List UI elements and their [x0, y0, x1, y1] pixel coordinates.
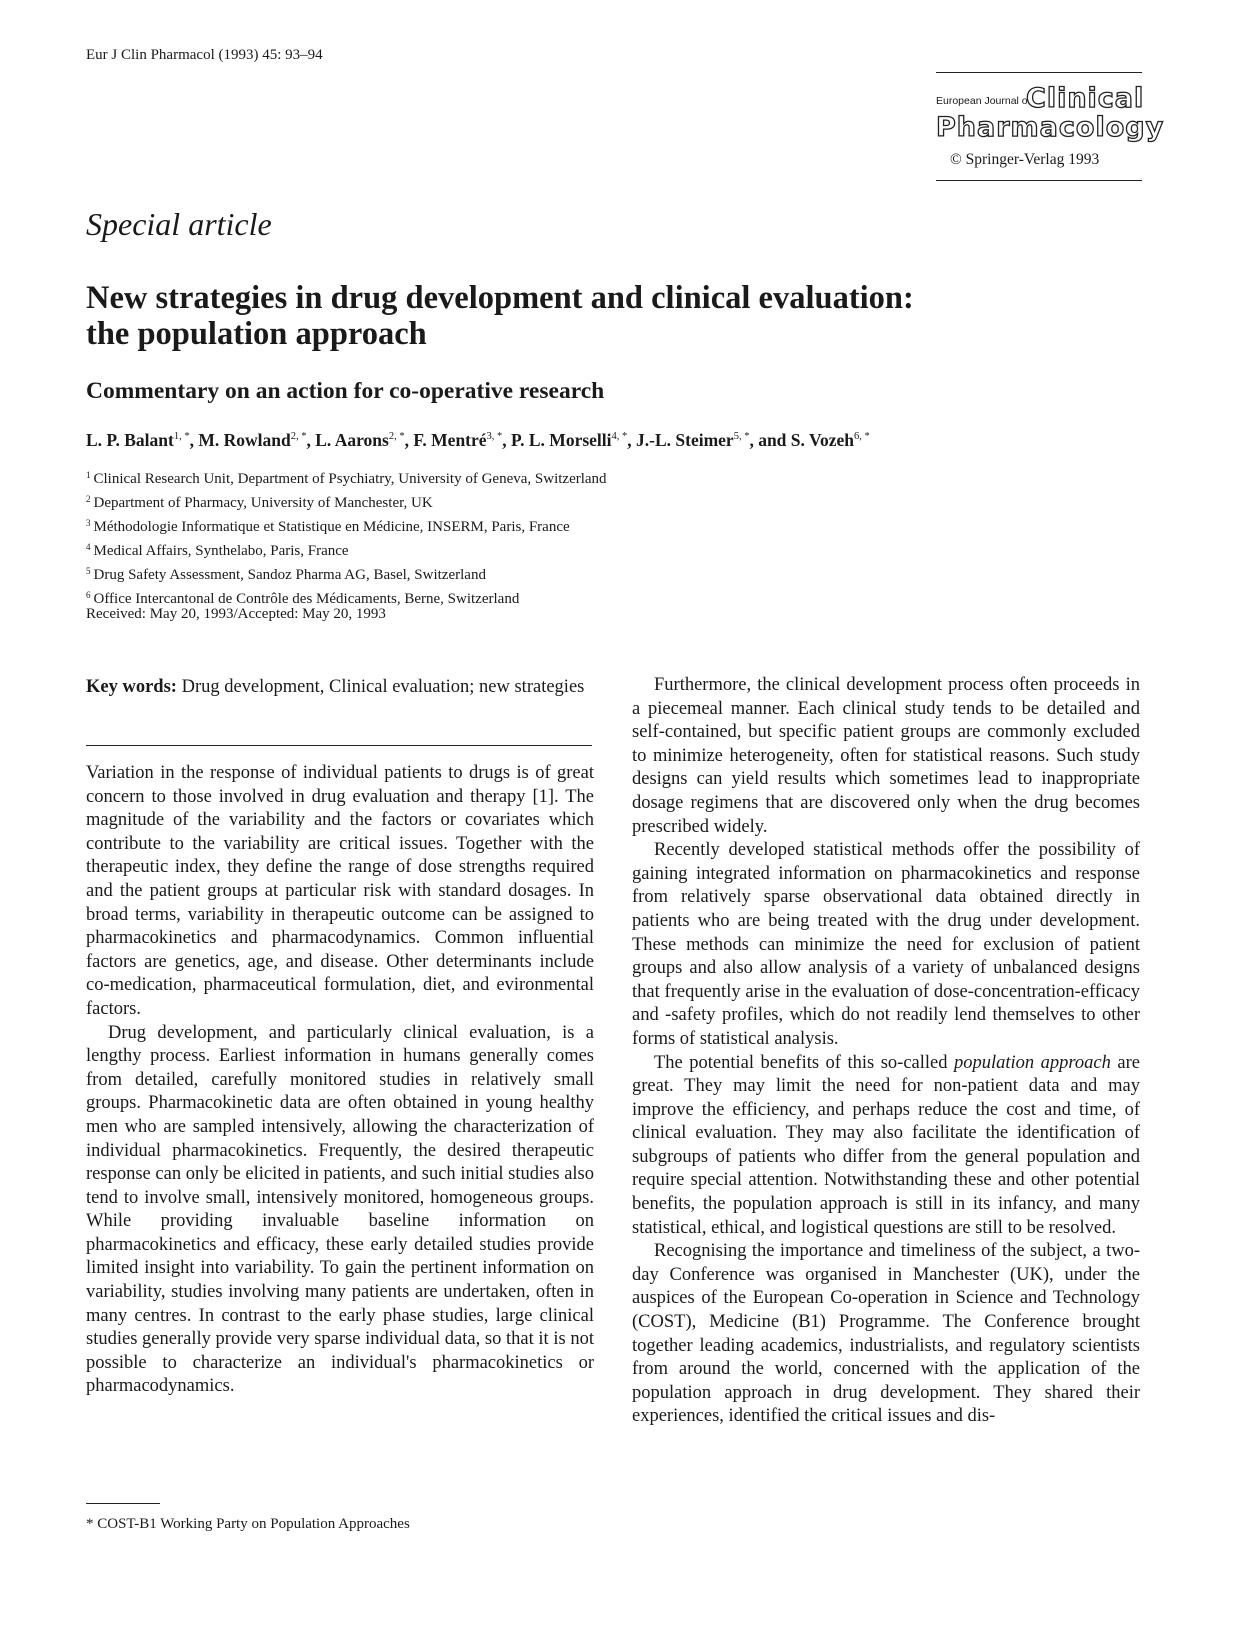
affiliation-item: [86, 561, 607, 585]
body-paragraph: Drug development, and particularly clinical evaluation, is a lengthy process. Earliest information in humans generally comes from detailed, carefully monitored studies in relatively small groups. Pharmacokinetic data are often obtained in young healthy men who are sampled intensively, allowing the characterization of individual pharmacokinetics. Frequently, the desired therapeutic response can only be elicited in patients, and such initial studies also tend to involve small, intensively monitored, homogeneous groups. While providing invaluable baseline information on pharmacokinetics and efficacy, these early detailed studies provide limited insight into variability. To gain the pertinent information on variability, studies involving many patients are undertaken, often in many centres. In contrast to the early phase studies, large clinical studies generally provide very sparse individual data, so that it is not possible to characterize an individual's pharmacokinetics or pharmacodynamics.: [86, 1022, 594, 1397]
author-affiliation-marker: 2, *: [290, 431, 307, 442]
affiliation-text: Méthodologie Informatique et Statistique en Médicine, INSERM, Paris, France: [93, 519, 570, 535]
journal-logo-word-clinical: Clinical: [1026, 83, 1145, 114]
body-paragraph: Furthermore, the clinical development process often proceeds in a piecemeal manner. Each clinical study tends to be detailed and self-contained, but specific patient groups are commonly excluded to minimize heterogeneity, often for statistical reasons. Such study designs can yield results which sometimes lead to inappropriate dosage regimens that are discovered only when the drug becomes prescribed widely.: [632, 675, 1140, 837]
footnote-divider: [86, 1503, 160, 1504]
copyright-notice: © Springer-Verlag 1993: [950, 151, 1100, 168]
author-separator: ,: [404, 430, 414, 450]
author-separator: , and: [749, 430, 791, 450]
received-accepted-dates: Received: May 20, 1993/Accepted: May 20, 1993: [86, 606, 386, 622]
author-affiliation-marker: 2, *: [388, 431, 405, 442]
author-affiliation-marker: 6, *: [854, 431, 870, 442]
affiliation-number: 3: [86, 518, 91, 528]
affiliation-list: [86, 465, 607, 609]
affiliation-item: [86, 489, 607, 513]
author-affiliation-marker: 4, *: [611, 431, 628, 442]
title-line-1: New strategies in drug development and clinical evaluation:: [86, 280, 914, 316]
affiliation-number: 6: [86, 590, 91, 600]
keywords-text: Drug development, Clinical evaluation; new strategies: [181, 677, 585, 697]
paragraph-text: The potential benefits of this so-called: [654, 1052, 954, 1073]
section-label: Special article: [86, 206, 272, 242]
affiliation-number: 1: [86, 470, 91, 480]
author-separator: ,: [306, 430, 316, 450]
affiliation-number: 2: [86, 494, 91, 504]
affiliation-number: 4: [86, 542, 91, 552]
title-line-2: the population approach: [86, 316, 427, 352]
affiliation-item: [86, 465, 607, 489]
author-name: F. Mentré: [413, 430, 487, 450]
author-separator: ,: [502, 430, 512, 450]
keywords-divider: [86, 745, 592, 746]
affiliation-text: Department of Pharmacy, University of Manchester, UK: [93, 495, 433, 511]
article-title: [86, 280, 1186, 352]
author-name: L. Aarons: [315, 430, 389, 450]
author-name: S. Vozeh: [790, 430, 855, 450]
keywords-label: Key words:: [86, 677, 177, 697]
author-affiliation-marker: 3, *: [486, 431, 503, 442]
body-paragraph: Recently developed statistical methods offer the possibility of gaining integrated information on pharmacokinetics and response from relatively sparse observational data obtained directly in patients who are being treated with the drug under development. These methods can minimize the need for exclusion of patient groups and also allow analysis of a variety of unbalanced designs that frequently arise in the evaluation of dose-concentration-efficacy and -safety profiles, which do not readily lend themselves to other forms of statistical analysis.: [632, 840, 1140, 1049]
keywords: [86, 676, 594, 700]
journal-logo-box: [936, 72, 1165, 181]
author-affiliation-marker: 1, *: [173, 431, 190, 442]
body-column-left: [86, 762, 594, 1399]
affiliation-number: 5: [86, 566, 91, 576]
affiliation-text: Office Intercantonal de Contrôle des Médicaments, Berne, Switzerland: [93, 591, 520, 607]
affiliation-item: [86, 513, 607, 537]
emphasis-term: population approach: [953, 1052, 1111, 1073]
journal-name-prefix: European Journal of: [936, 95, 1031, 107]
affiliation-text: Medical Affairs, Synthelabo, Paris, France: [93, 543, 349, 559]
author-separator: ,: [189, 430, 199, 450]
author-name: P. L. Morselli: [511, 430, 612, 450]
body-column-right: [632, 674, 1140, 1429]
author-separator: ,: [627, 430, 637, 450]
article-subtitle: Commentary on an action for co-operative research: [86, 378, 605, 404]
author-name: L. P. Balant: [86, 430, 174, 450]
affiliation-item: [86, 537, 607, 561]
journal-logo-word-pharmacology: Pharmacology: [936, 112, 1165, 143]
affiliation-text: Drug Safety Assessment, Sandoz Pharma AG, Basel, Switzerland: [93, 567, 486, 583]
body-paragraph: Variation in the response of individual patients to drugs is of great concern to those involved in drug evaluation and therapy [1]. The magnitude of the variability and the factors or covariates which contribute to the variability are critical issues. Together with the therapeutic index, they define the range of dose strengths required and the patient groups at particular risk with standard dosages. In broad terms, variability in therapeutic outcome can be assigned to pharmacokinetics and pharmacodynamics. Common influential factors are genetics, age, and disease. Other determinants include co-medication, pharmaceutical formulation, diet, and evironmental factors.: [86, 763, 594, 1019]
footnote: * COST-B1 Working Party on Population Approaches: [86, 1516, 410, 1532]
author-name: J.-L. Steimer: [636, 430, 734, 450]
affiliation-text: Clinical Research Unit, Department of Psychiatry, University of Geneva, Switzerland: [93, 471, 607, 487]
author-affiliation-marker: 5, *: [733, 431, 750, 442]
body-paragraph: [632, 1052, 1140, 1241]
author-name: M. Rowland: [198, 430, 291, 450]
journal-citation: Eur J Clin Pharmacol (1993) 45: 93–94: [86, 47, 323, 63]
author-list: [86, 430, 870, 451]
body-paragraph: Recognising the importance and timeliness of the subject, a two-day Conference was organised in Manchester (UK), under the auspices of the European Co-operation in Science and Technology (COST), Medicine (B1) Programme. The Conference brought together leading academics, industrialists, and regulatory scientists from around the world, concerned with the application of the population approach in drug development. They shared their experiences, identified the critical issues and dis-: [632, 1241, 1140, 1427]
paragraph-text: are great. They may limit the need for non-patient data and may improve the efficiency, and perhaps reduce the cost and time, of clinical evaluation. They may also facilitate the identification of subgroups of patients who differ from the general population and require special attention. Notwithstanding these and other potential benefits, the population approach is still in its infancy, and many statistical, ethical, and logistical questions are still to be resolved.: [632, 1052, 1140, 1238]
